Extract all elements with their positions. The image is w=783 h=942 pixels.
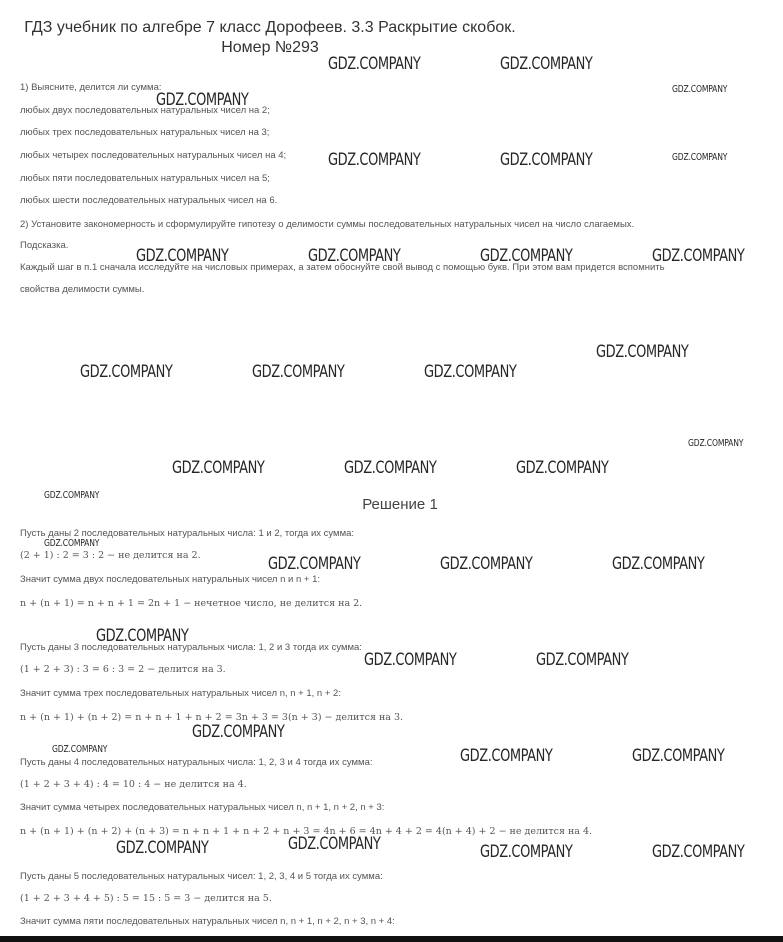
solution-line: Пусть даны 4 последовательных натуральных числа: 1, 2, 3 и 4 тогда их сумма: [20, 757, 373, 768]
solution-line: Пусть даны 5 последовательных натуральных чисел: 1, 2, 3, 4 и 5 тогда их сумма: [20, 871, 383, 882]
watermark: GDZ.COMPANY [192, 722, 285, 742]
bottom-bar [0, 936, 783, 942]
watermark: GDZ.COMPANY [96, 626, 189, 646]
watermark: GDZ.COMPANY [328, 150, 421, 170]
watermark: GDZ.COMPANY [344, 458, 437, 478]
solution-line: n + (n + 1) = n + n + 1 = 2n + 1 − нечетное число, не делится на 2. [20, 598, 363, 609]
watermark: GDZ.COMPANY [44, 490, 100, 501]
watermark: GDZ.COMPANY [424, 362, 517, 382]
watermark: GDZ.COMPANY [596, 342, 689, 362]
watermark: GDZ.COMPANY [52, 744, 108, 755]
solution-line: (1 + 2 + 3) : 3 = 6 : 3 = 2 − делится на 3. [20, 664, 226, 675]
watermark: GDZ.COMPANY [536, 650, 629, 670]
watermark: GDZ.COMPANY [632, 746, 725, 766]
watermark: GDZ.COMPANY [328, 54, 421, 74]
solution-line: n + (n + 1) + (n + 2) = n + n + 1 + n + 2 = 3n + 3 = 3(n + 3) − делится на 3. [20, 712, 404, 723]
page-title: ГДЗ учебник по алгебре 7 класс Дорофеев. 3.3 Раскрытие скобок. Номер №293 [24, 19, 516, 56]
task-line: Подсказка. [20, 240, 69, 251]
watermark: GDZ.COMPANY [288, 834, 381, 854]
solution-line: Значит сумма трех последовательных натуральных чисел n, n + 1, n + 2: [20, 688, 341, 699]
watermark: GDZ.COMPANY [516, 458, 609, 478]
task-line: 2) Установите закономерность и сформулируйте гипотезу о делимости суммы последовательных натуральных чисел на число слагаемых. [20, 219, 635, 230]
solution-line: (1 + 2 + 3 + 4) : 4 = 10 : 4 − не делится на 4. [20, 779, 247, 790]
watermark: GDZ.COMPANY [80, 362, 173, 382]
task-line: свойства делимости суммы. [20, 284, 145, 295]
watermark: GDZ.COMPANY [652, 842, 745, 862]
solution-line: (1 + 2 + 3 + 4 + 5) : 5 = 15 : 5 = 3 − делится на 5. [20, 893, 272, 904]
solution-line: Значит сумма пяти последовательных натуральных чисел n, n + 1, n + 2, n + 3, n + 4: [20, 916, 395, 927]
watermark: GDZ.COMPANY [460, 746, 553, 766]
solution-line: Пусть даны 3 последовательных натуральных числа: 1, 2 и 3 тогда их сумма: [20, 642, 362, 653]
solution-line: Значит сумма четырех последовательных натуральных чисел n, n + 1, n + 2, n + 3: [20, 802, 385, 813]
task-line: 1) Выясните, делится ли сумма: [20, 82, 162, 93]
watermark: GDZ.COMPANY [364, 650, 457, 670]
task-line: любых двух последовательных натуральных чисел на 2; [20, 105, 270, 116]
watermark: GDZ.COMPANY [672, 152, 728, 163]
task-line: любых шести последовательных натуральных чисел на 6. [20, 195, 278, 206]
solution-line: (2 + 1) : 2 = 3 : 2 − не делится на 2. [20, 550, 201, 561]
watermark: GDZ.COMPANY [500, 54, 593, 74]
task-line: любых пяти последовательных натуральных чисел на 5; [20, 173, 270, 184]
watermark: GDZ.COMPANY [116, 838, 209, 858]
watermark: GDZ.COMPANY [672, 84, 728, 95]
solution-line: Значит сумма двух последовательных натуральных чисел n и n + 1: [20, 574, 321, 585]
watermark: GDZ.COMPANY [136, 246, 229, 266]
watermark: GDZ.COMPANY [252, 362, 345, 382]
watermark: GDZ.COMPANY [500, 150, 593, 170]
task-line: любых четырех последовательных натуральных чисел на 4; [20, 150, 287, 161]
solution-line: n + (n + 1) + (n + 2) + (n + 3) = n + n + 1 + n + 2 + n + 3 = 4n + 6 = 4n + 4 + 2 = 4(n + 4) + 2 − не делится на 4. [20, 826, 593, 837]
watermark: GDZ.COMPANY [156, 90, 249, 110]
solution-title: Решение 1 [362, 496, 438, 513]
watermark: GDZ.COMPANY [44, 538, 100, 549]
solution-line: Пусть даны 2 последовательных натуральных числа: 1 и 2, тогда их сумма: [20, 528, 355, 539]
watermark: GDZ.COMPANY [480, 842, 573, 862]
watermark: GDZ.COMPANY [652, 246, 745, 266]
watermark: GDZ.COMPANY [172, 458, 265, 478]
watermark: GDZ.COMPANY [480, 246, 573, 266]
watermark: GDZ.COMPANY [612, 554, 705, 574]
watermark: GDZ.COMPANY [308, 246, 401, 266]
watermark: GDZ.COMPANY [268, 554, 361, 574]
watermark: GDZ.COMPANY [688, 438, 744, 449]
task-line: Каждый шаг в п.1 сначала исследуйте на числовых примерах, а затем обоснуйте свой вывод с помощью букв. При этом вам придется вспомнить [20, 262, 665, 273]
task-line: любых трех последовательных натуральных чисел на 3; [20, 127, 270, 138]
watermark: GDZ.COMPANY [440, 554, 533, 574]
